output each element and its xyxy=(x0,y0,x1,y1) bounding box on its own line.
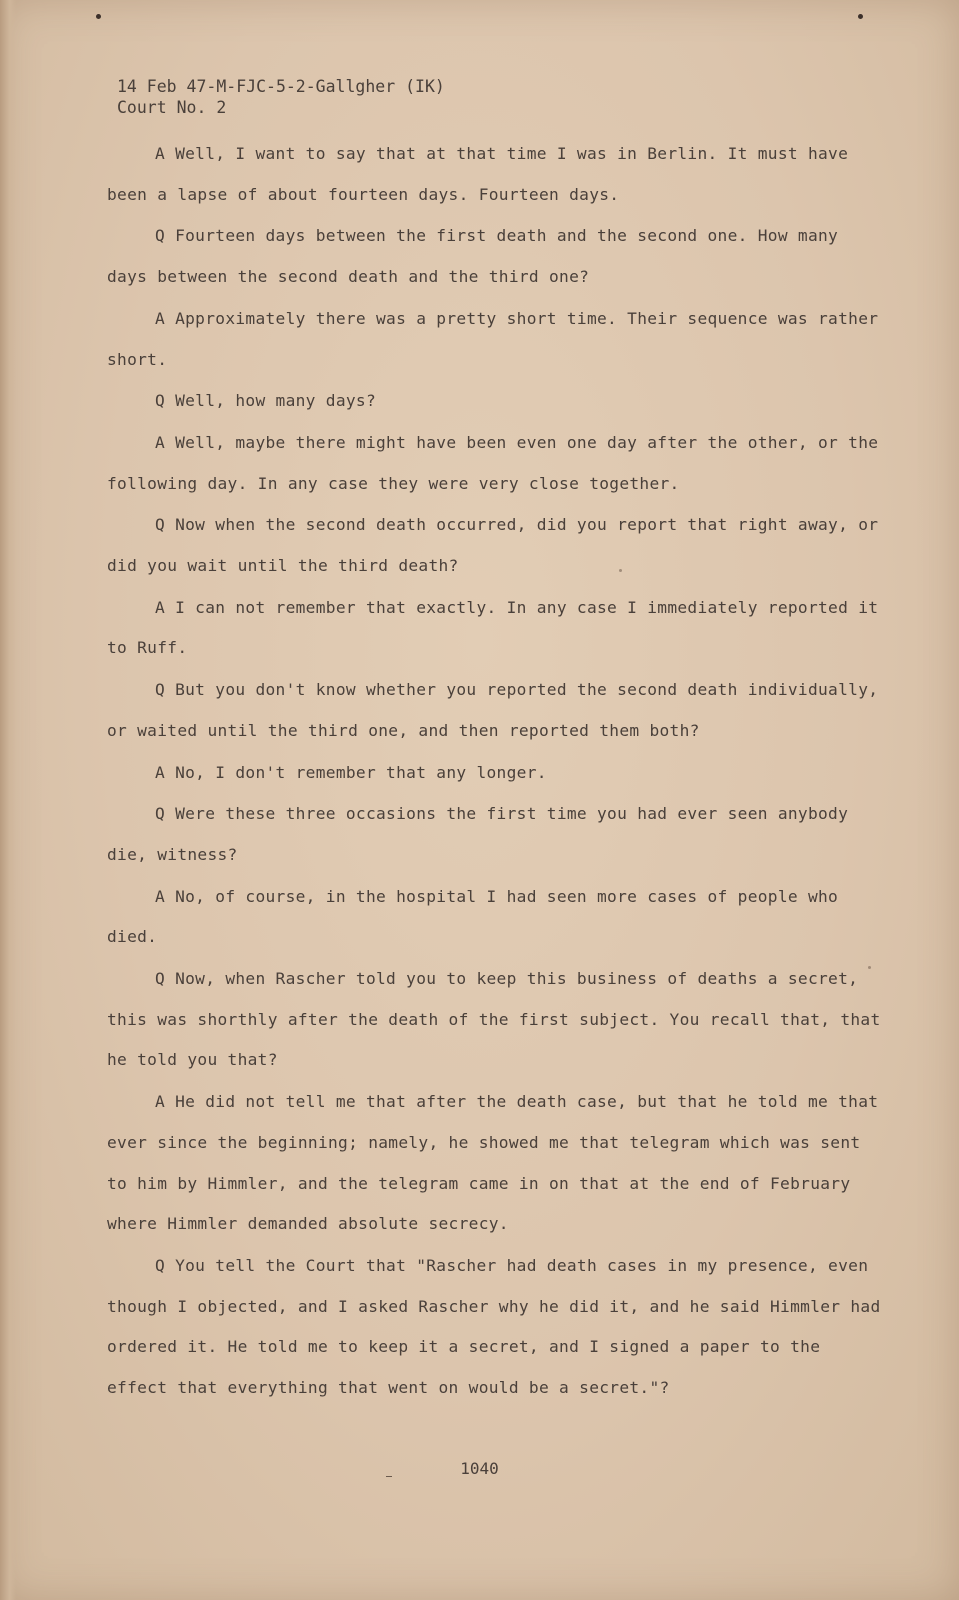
page-number: 1040 xyxy=(460,1459,499,1478)
transcript-paragraph: A No, of course, in the hospital I had seen more cases of people who died. xyxy=(107,886,839,947)
transcript-paragraph: A Well, I want to say that at that time I was in Berlin. It must have been a lapse of about fourteen days. Fourteen days. xyxy=(107,144,849,204)
header-reference-line: 14 Feb 47-M-FJC-5-2-Gallgher (IK) xyxy=(117,77,445,96)
paper-speck xyxy=(619,569,622,572)
transcript-paragraph: Q Well, how many days? xyxy=(155,391,377,411)
transcript-paragraph: A Approximately there was a pretty short time. Their sequence was rather short. xyxy=(107,308,879,369)
transcript-paragraph: Q Fourteen days between the first death and the second one. How many days between the second death and the third one? xyxy=(107,226,839,287)
transcript-paragraph: A No, I don't remember that any longer. xyxy=(155,762,547,782)
transcript-paragraph: Q Were these three occasions the first time you had ever seen anybody die, witness? xyxy=(107,804,849,864)
page-left-edge xyxy=(0,0,16,1600)
transcript-paragraph: A I can not remember that exactly. In any case I immediately reported it to Ruff. xyxy=(107,597,879,658)
binding-hole-left xyxy=(96,14,101,19)
transcript-paragraph: Q But you don't know whether you reported the second death individually, or waited until the third one, and then reported them both? xyxy=(107,680,879,740)
transcript-body xyxy=(107,134,887,1410)
transcript-paragraph: Q You tell the Court that "Rascher had death cases in my presence, even though I objected, and I asked Rascher why he did it, and he said Himmler had ordered it. He told me to keep it a secret, and I signed a paper to the effect that everything that went on would be a secret."? xyxy=(107,1255,881,1398)
transcript-paragraph: Q Now when the second death occurred, did you report that right away, or did you wait until the third death? xyxy=(107,515,879,576)
paper-speck xyxy=(868,966,871,969)
transcript-paragraph: Q Now, when Rascher told you to keep this business of deaths a secret, this was shorthly after the death of the first subject. You recall that, that he told you that? xyxy=(107,969,881,1070)
header-court-line: Court No. 2 xyxy=(117,98,227,117)
transcript-paragraph: A Well, maybe there might have been even one day after the other, or the following day. In any case they were very close together. xyxy=(107,432,879,493)
binding-hole-right xyxy=(858,14,863,19)
transcript-paragraph: A He did not tell me that after the death case, but that he told me that ever since the beginning; namely, he showed me that telegram which was sent to him by Himmler, and the telegram came in on that at the end of February where Himmler demanded absolute secrecy. xyxy=(107,1092,879,1234)
document-header xyxy=(117,76,445,118)
